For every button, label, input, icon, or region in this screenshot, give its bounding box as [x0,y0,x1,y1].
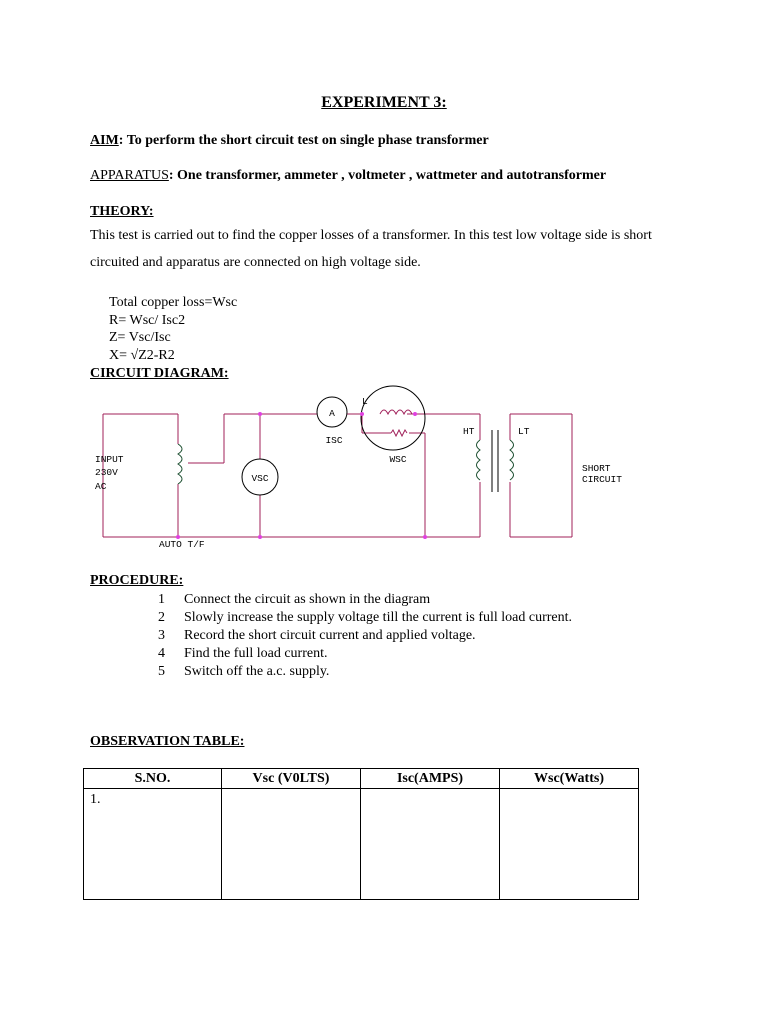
circuit-diagram [0,380,768,560]
vsc-label: VSC [251,473,269,484]
ht-coil [477,440,481,480]
procedure-step [158,627,572,645]
ht-label: HT [463,426,475,437]
ammeter-symbol: A [329,408,335,419]
title-colon: : [441,94,447,111]
step-number: 5 [158,664,165,679]
short-circuit-label-2: CIRCUIT [582,474,622,485]
procedure-step [158,591,572,609]
column-header-wsc: Wsc(Watts) [500,769,639,789]
step-text: Slowly increase the supply voltage till the current is full load current. [184,610,573,625]
column-header-isc: Isc(AMPS) [361,769,500,789]
formula-r: R= Wsc/ Isc2 [109,312,186,328]
aim-label: AIM [90,133,119,148]
table-cell [361,789,500,900]
aim-line [90,133,489,149]
table-cell [222,789,361,900]
title-text: EXPERIMENT 3 [321,94,442,111]
step-text: Switch off the a.c. supply. [184,664,330,679]
node-vsc-bottom [258,535,262,539]
page-title [0,94,768,112]
theory-heading: THEORY: [90,204,154,219]
table-header-row [84,769,639,789]
procedure-step [158,645,572,663]
step-text: Find the full load current. [184,646,328,661]
autotf-label: AUTO T/F [159,539,205,550]
aim-text: : To perform the short circuit test on single phase transformer [118,133,489,148]
procedure-step [158,609,572,627]
circuit-heading: CIRCUIT DIAGRAM: [90,366,229,381]
lt-coil [510,440,514,480]
apparatus-label: APPARATUS [90,168,169,183]
input-label-2: 230V [95,467,118,478]
formula-list [109,294,237,364]
step-text: Connect the circuit as shown in the diagram [184,592,431,607]
input-label-1: INPUT [95,454,124,465]
node-wm-bottom [423,535,427,539]
wsc-label: WSC [389,454,407,465]
step-number: 2 [158,610,165,625]
formula-x: X= √Z2-R2 [109,347,175,363]
formula-z: Z= Vsc/Isc [109,330,171,345]
step-number: 4 [158,646,165,661]
wattmeter-circle [361,386,425,450]
theory-text: This test is carried out to find the copper losses of a transformer. In this test low voltage side is short circuited and apparatus are connected on high voltage side. [90,228,652,270]
procedure-heading: PROCEDURE: [90,573,184,588]
autotransformer-coil [178,444,182,484]
observation-table [83,768,639,900]
observation-heading: OBSERVATION TABLE: [90,734,245,749]
formula-copper-loss: Total copper loss=Wsc [109,295,238,310]
node-wm-out [413,412,417,416]
apparatus-text: : One transformer, ammeter , voltmeter , wattmeter and autotransformer [168,168,607,183]
step-text: Record the short circuit current and applied voltage. [184,628,476,643]
apparatus-line [90,168,606,184]
wattmeter-current-coil [380,410,412,414]
step-number: 3 [158,628,165,643]
node-vsc-top [258,412,262,416]
table-cell: 1. [84,789,222,900]
short-circuit-label-1: SHORT [582,463,611,474]
column-header-sno: S.NO. [84,769,222,789]
lt-label: LT [518,426,530,437]
table-row [84,789,639,900]
wattmeter-pressure-resistor [391,430,407,436]
procedure-step [158,663,572,681]
node-wm-in [360,412,364,416]
column-header-vsc: Vsc (V0LTS) [222,769,361,789]
step-number: 1 [158,592,165,607]
table-cell [500,789,639,900]
l-label: L [362,396,368,407]
procedure-list [158,591,572,681]
isc-label: ISC [325,435,343,446]
input-label-3: AC [95,481,107,492]
